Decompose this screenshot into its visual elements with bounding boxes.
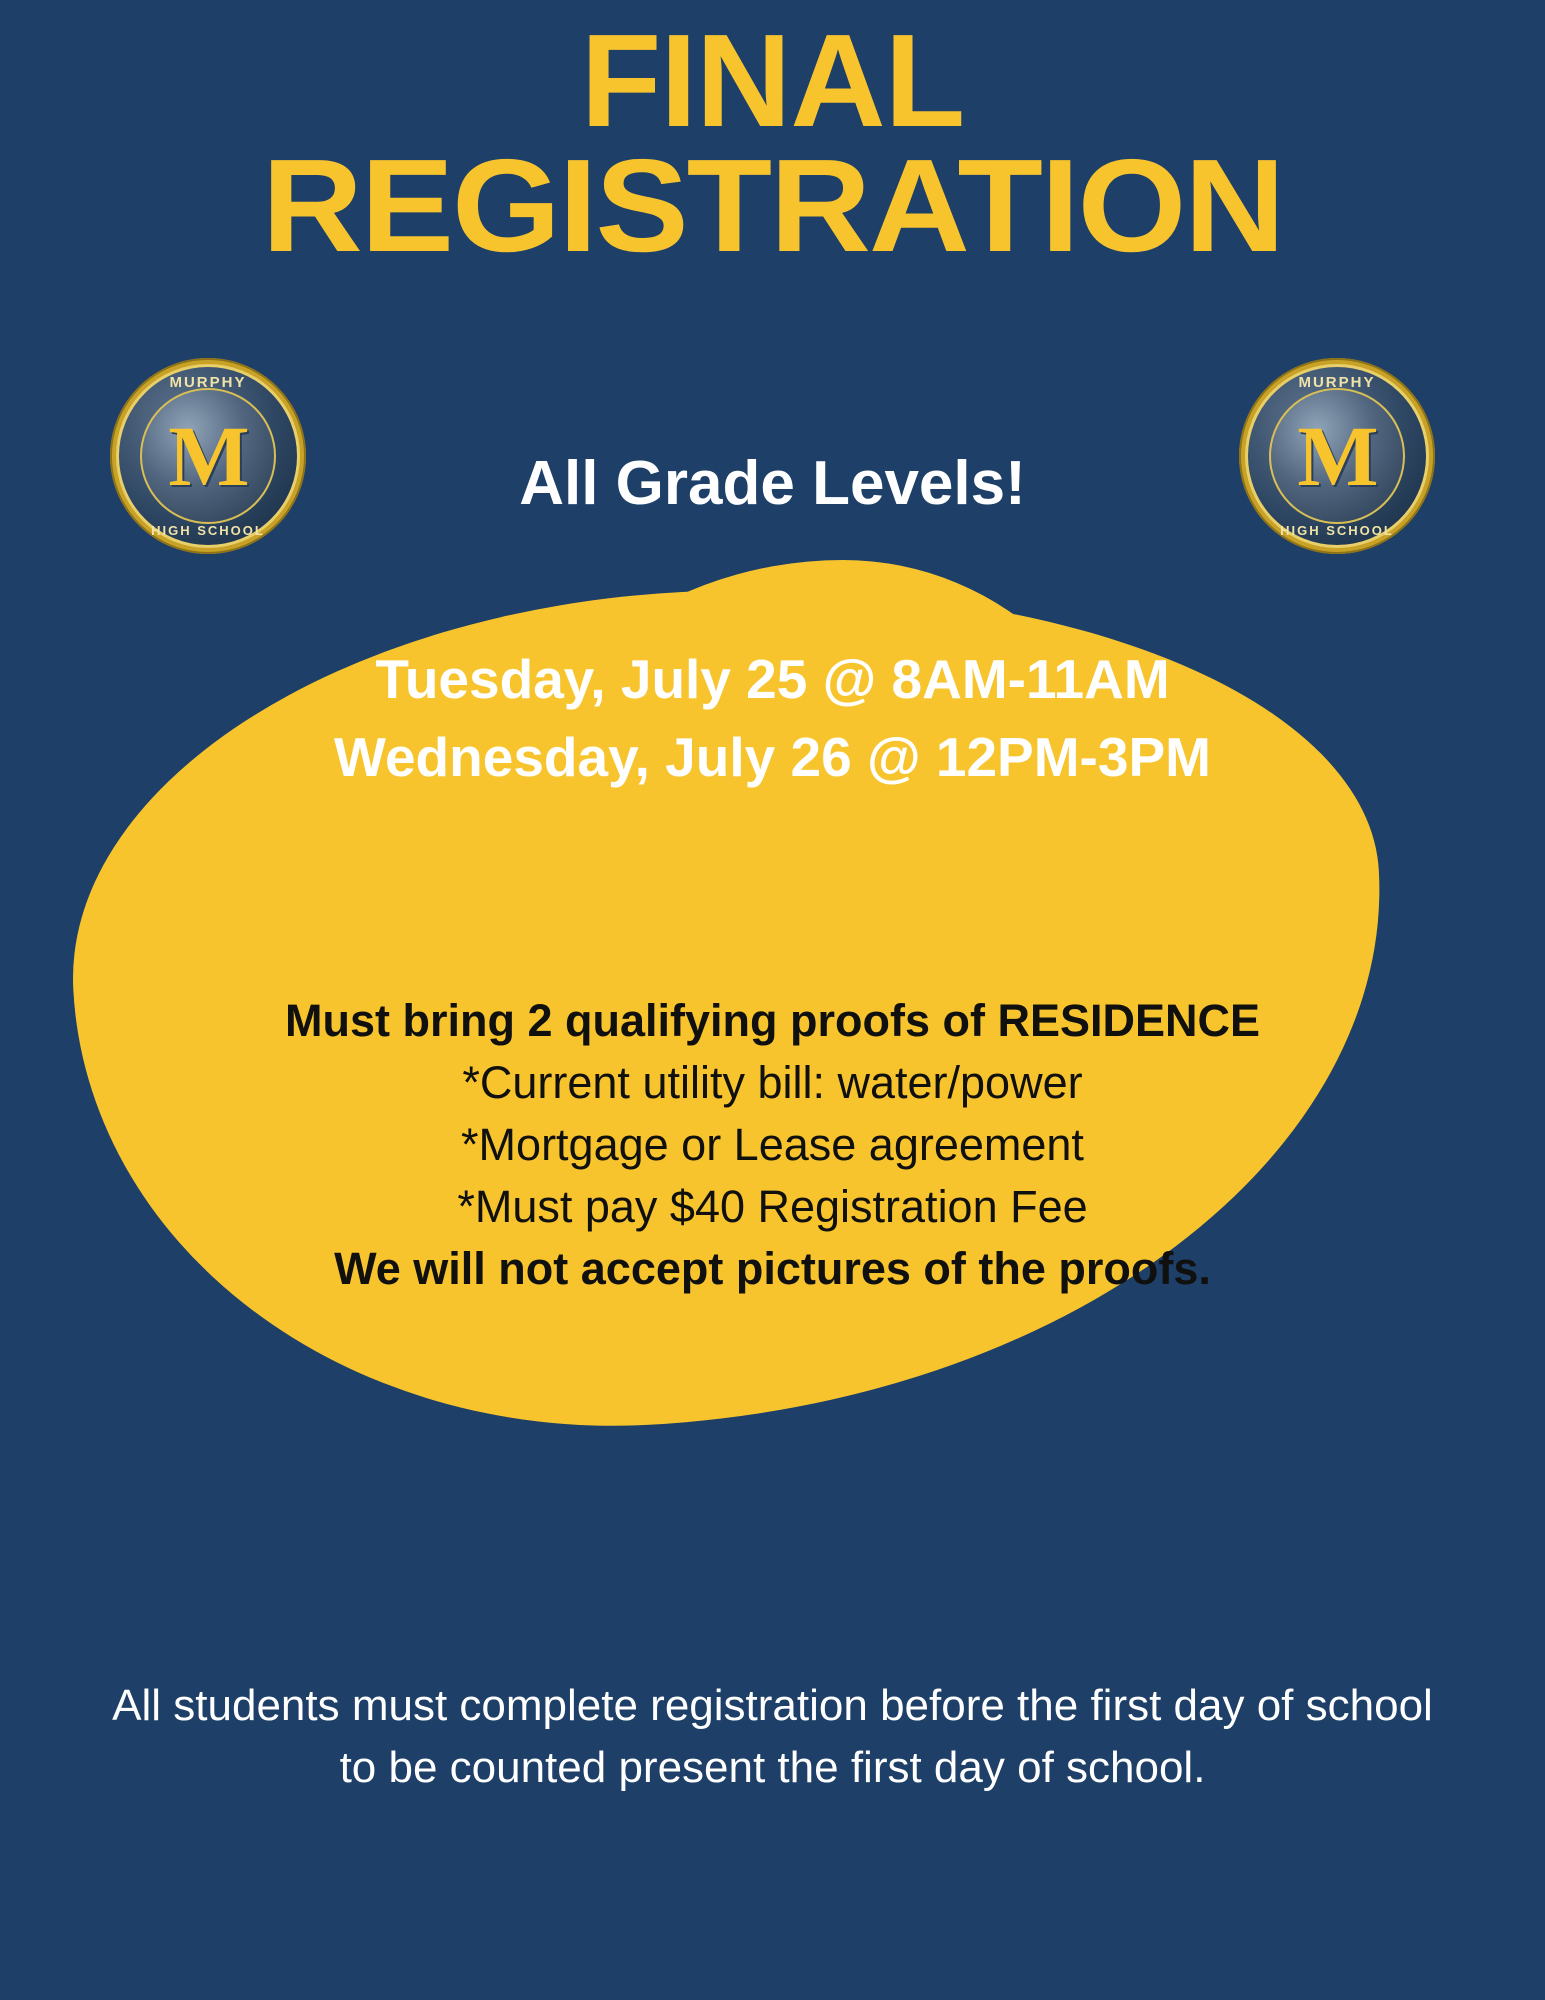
requirement-item: We will not accept pictures of the proofs. bbox=[334, 1243, 1211, 1295]
requirement-item: *Mortgage or Lease agreement bbox=[461, 1119, 1084, 1171]
logo-letter-m: M bbox=[168, 408, 248, 504]
footer-note: All students must complete registration before the first day of school to be counted present the first day of school. bbox=[112, 1681, 1433, 1793]
page-title bbox=[0, 7, 1545, 280]
title-line-1: FINAL bbox=[580, 7, 965, 154]
requirement-item: Must bring 2 qualifying proofs of RESIDENCE bbox=[284, 995, 1260, 1046]
event-date-line: Wednesday, July 26 @ 12PM-3PM bbox=[334, 726, 1211, 789]
subtitle-grade-levels: All Grade Levels! bbox=[519, 449, 1026, 518]
event-dates bbox=[0, 640, 1545, 796]
school-logo-right bbox=[1239, 358, 1435, 554]
logo-arc-bottom-text: HIGH SCHOOL bbox=[1280, 523, 1394, 538]
requirement-item: *Current utility bill: water/power bbox=[462, 1057, 1083, 1109]
requirement-item: *Must pay $40 Registration Fee bbox=[457, 1181, 1088, 1233]
title-line-2: REGISTRATION bbox=[261, 132, 1284, 280]
logo-arc-top-text: MURPHY bbox=[1298, 374, 1376, 391]
logo-arc-bottom-text: HIGH SCHOOL bbox=[151, 523, 265, 538]
school-logo-left bbox=[110, 358, 306, 554]
event-date-line: Tuesday, July 25 @ 8AM-11AM bbox=[375, 648, 1170, 710]
logo-arc-top-text: MURPHY bbox=[169, 374, 247, 391]
logo-letter-m: M bbox=[1297, 408, 1377, 504]
requirements-list bbox=[0, 990, 1545, 1300]
